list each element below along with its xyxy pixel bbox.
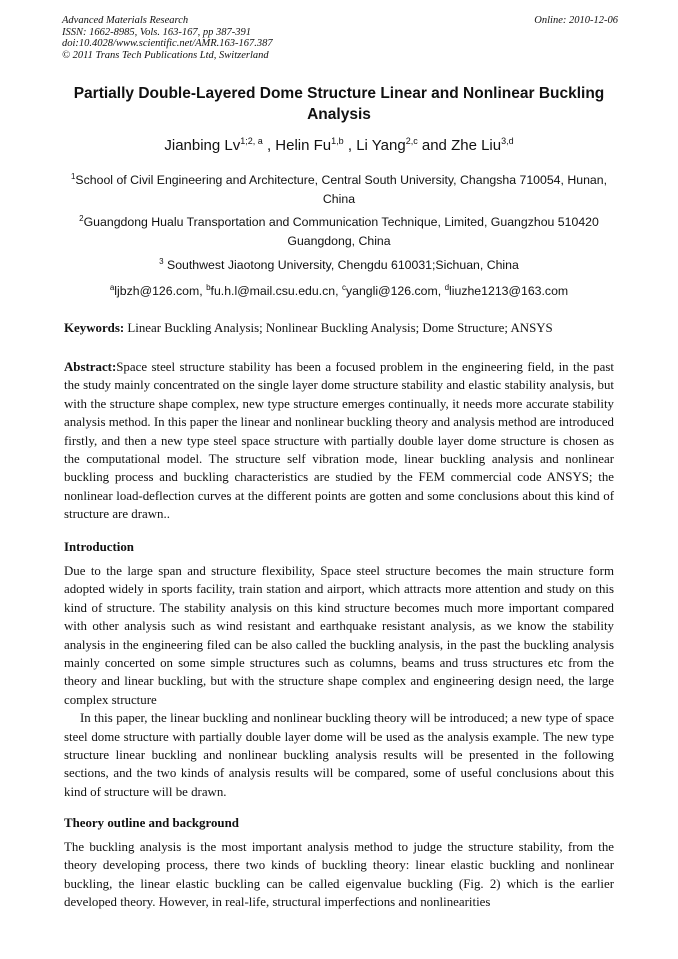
author-name: Jianbing Lv [164, 137, 241, 154]
email-address: ljbzh@126.com, [114, 284, 207, 298]
email-address: yangli@126.com, [345, 284, 445, 298]
section-heading-theory: Theory outline and background [64, 816, 239, 830]
author-superscript: 1;2, a [240, 136, 263, 146]
author-name: Zhe Liu [451, 137, 502, 154]
paragraph: The buckling analysis is the most important analysis method to judge the structure stability, from the theory developing process, there two kinds of buckling theory: linear elastic buckling and nonlinear buckling, the linear elastic buckling can be called eigenvalue buckling (Fig. 2) which is the earlier developed theory. However, in real-life, structural imperfections and nonlinearities [64, 840, 614, 910]
email-address: fu.h.l@mail.csu.edu.cn, [210, 284, 342, 298]
introduction-body [64, 562, 614, 801]
author-separator: , [343, 137, 357, 154]
paragraph: Due to the large span and structure flexibility, Space steel structure becomes the main structure form adopted widely in sports facility, train station and airport, which attracts more attention and study on this kind of structure. The stability analysis on this kind structure becomes much more important compared with other analysis such as wind resistant and earthquake resistant analysis, as we know the stability analysis in the engineering filed can be also called the buckling analysis, in the past the buckling analysis mainly concerted on some simple structures such as columns, beams and truss structures etc from the theory and linear buckling, but with the structure shape complex and engineering design need, the large complex structure [64, 564, 614, 707]
journal-copyright: © 2011 Trans Tech Publications Ltd, Switzerland [62, 49, 269, 61]
affiliation-marker: 3 [159, 257, 164, 266]
affiliation-text: Guangdong Hualu Transportation and Communication Technique, Limited, Guangzhou 510420 Guangdong, China [83, 215, 599, 248]
email-list [60, 282, 618, 301]
affiliation-marker: 2 [79, 214, 84, 223]
keywords [64, 319, 614, 337]
online-date: Online: 2010-12-06 [534, 15, 618, 26]
author-separator: and [417, 137, 452, 154]
author-superscript: 2,c [405, 136, 418, 146]
affiliation-marker: 1 [70, 172, 76, 181]
author-superscript: 3,d [501, 136, 514, 146]
paper-title: Partially Double-Layered Dome Structure Linear and Nonlinear Buckling Analysis [73, 85, 605, 123]
email-address: liuzhe1213@163.com [449, 284, 569, 298]
author-name: Helin Fu [275, 137, 332, 154]
email-marker: c [341, 283, 346, 292]
keywords-text: Linear Buckling Analysis; Nonlinear Buckling Analysis; Dome Structure; ANSYS [124, 321, 553, 335]
email-marker: a [109, 283, 115, 292]
journal-name: Advanced Materials Research [62, 15, 189, 26]
author-list [40, 137, 638, 155]
affiliation [60, 171, 618, 209]
theory-body [64, 838, 614, 912]
journal-doi: doi:10.4028/www.scientific.net/AMR.163-167.387 [62, 38, 273, 49]
author-name: Li Yang [356, 137, 406, 154]
email-marker: b [206, 283, 211, 292]
paragraph: In this paper, the linear buckling and nonlinear buckling theory will be introduced; a new type of space steel dome structure with partially double layer dome will be used as the analysis example. The new type structure linear buckling and nonlinear buckling analysis results will be presented in the following sections, and the two kinds of analysis results will be compared, some of useful conclusions about this kind of structure will be drawn. [64, 711, 614, 799]
affiliation-text: School of Civil Engineering and Architecture, Central South University, Changsha 710054, Hunan, China [75, 173, 608, 206]
affiliation [60, 213, 618, 251]
email-marker: d [444, 283, 450, 292]
abstract-label: Abstract: [64, 360, 117, 374]
affiliation-text: Southwest Jiaotong University, Chengdu 610031;Sichuan, China [163, 258, 519, 272]
keywords-label: Keywords: [64, 321, 125, 335]
abstract [64, 358, 614, 524]
author-separator: , [262, 137, 276, 154]
journal-issn: ISSN: 1662-8985, Vols. 163-167, pp 387-391 [62, 26, 251, 38]
affiliation [60, 256, 618, 275]
journal-header [62, 15, 618, 61]
author-superscript: 1,b [331, 136, 344, 146]
section-heading-introduction: Introduction [64, 540, 134, 554]
abstract-text: Space steel structure stability has been a focused problem in the engineering field, in the past the study mainly concentrated on the single layer dome structure stability and elastic stability analysis, but with the structure shape complex, new type structure emerges continually, it needs more accurate stability analysis method. In this paper the linear and nonlinear buckling theory and analysis method are introduced firstly, and then a new type steel space structure with partially double layer dome structure is chosen as the computational model. The structure self vibration mode, linear buckling analysis and nonlinear buckling process and buckling characteristics are studied by the FEM commercial code ANSYS; the nonlinear load-deflection curves at the different points are gotten and some conclusions about this kind of structure are drawn.. [64, 360, 614, 522]
